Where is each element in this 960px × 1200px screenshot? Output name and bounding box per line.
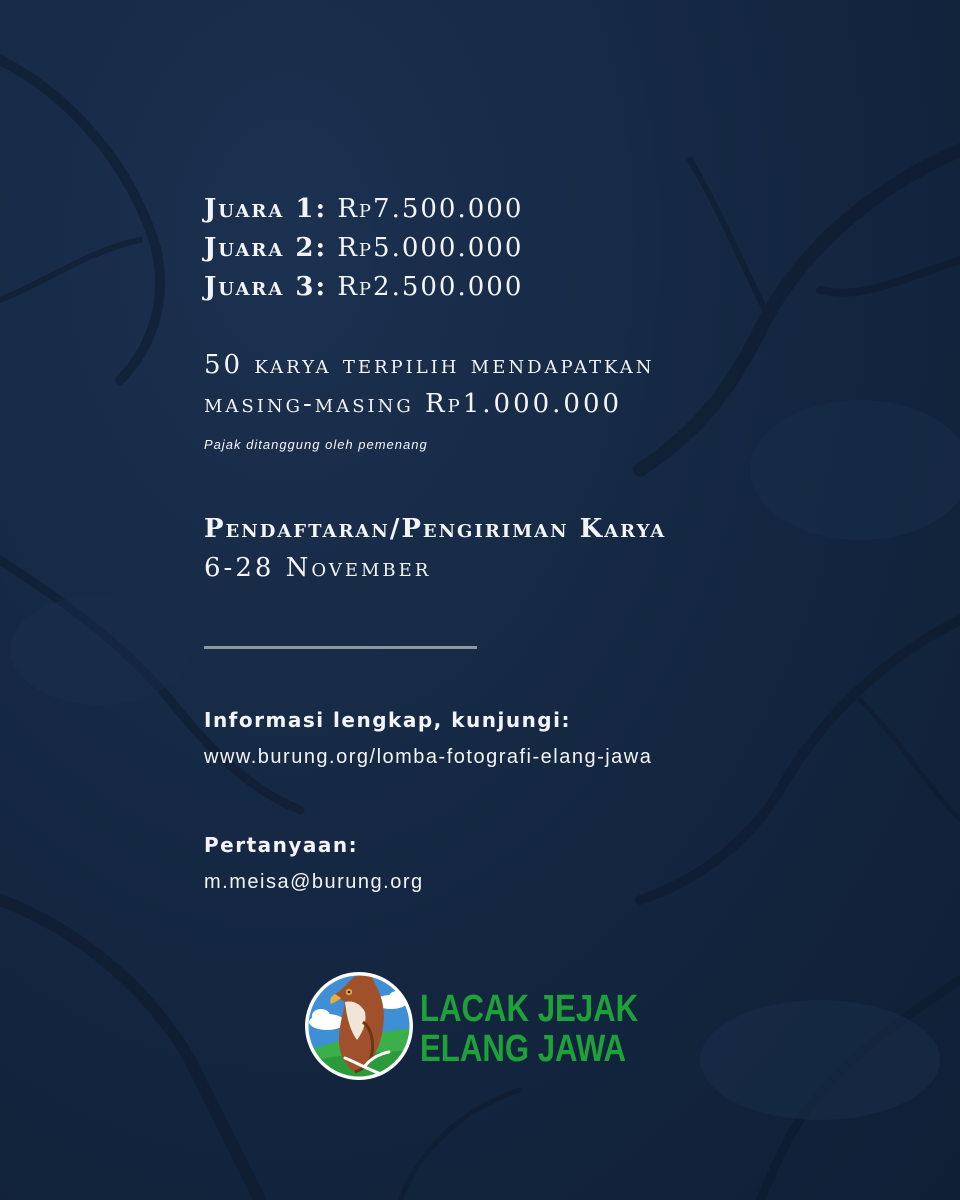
prize-amount: Rp2.500.000 bbox=[337, 272, 524, 302]
logo-text-line-2: ELANG JAWA bbox=[420, 1028, 627, 1070]
prize-label: Juara 3: bbox=[204, 272, 328, 302]
prize-row-2 bbox=[204, 233, 523, 263]
logo-text-line-1: LACAK JEJAK bbox=[420, 988, 639, 1030]
questions-heading: Pertanyaan: bbox=[204, 833, 359, 857]
info-url-link[interactable]: www.burung.org/lomba-fotografi-elang-jawa bbox=[204, 746, 653, 768]
prize-amount: Rp7.500.000 bbox=[337, 194, 524, 224]
prize-label: Juara 2: bbox=[204, 233, 328, 263]
tax-note: Pajak ditanggung oleh pemenang bbox=[204, 437, 428, 452]
javan-hawk-eagle-icon bbox=[305, 962, 415, 1084]
selected-works-line-2: masing-masing Rp1.000.000 bbox=[204, 389, 623, 419]
prize-row-1 bbox=[204, 194, 523, 224]
selected-works-line-1: 50 karya terpilih mendapatkan bbox=[204, 350, 655, 380]
prize-row-3 bbox=[204, 272, 523, 302]
registration-title: Pendaftaran/Pengiriman Karya bbox=[204, 514, 667, 544]
lacak-jejak-elang-jawa-logo bbox=[305, 962, 650, 1084]
prize-label: Juara 1: bbox=[204, 194, 328, 224]
registration-dates: 6-28 November bbox=[204, 553, 432, 583]
info-heading: Informasi lengkap, kunjungi: bbox=[204, 708, 571, 732]
questions-email-link[interactable]: m.meisa@burung.org bbox=[204, 871, 424, 893]
divider bbox=[204, 646, 477, 649]
prize-amount: Rp5.000.000 bbox=[337, 233, 524, 263]
